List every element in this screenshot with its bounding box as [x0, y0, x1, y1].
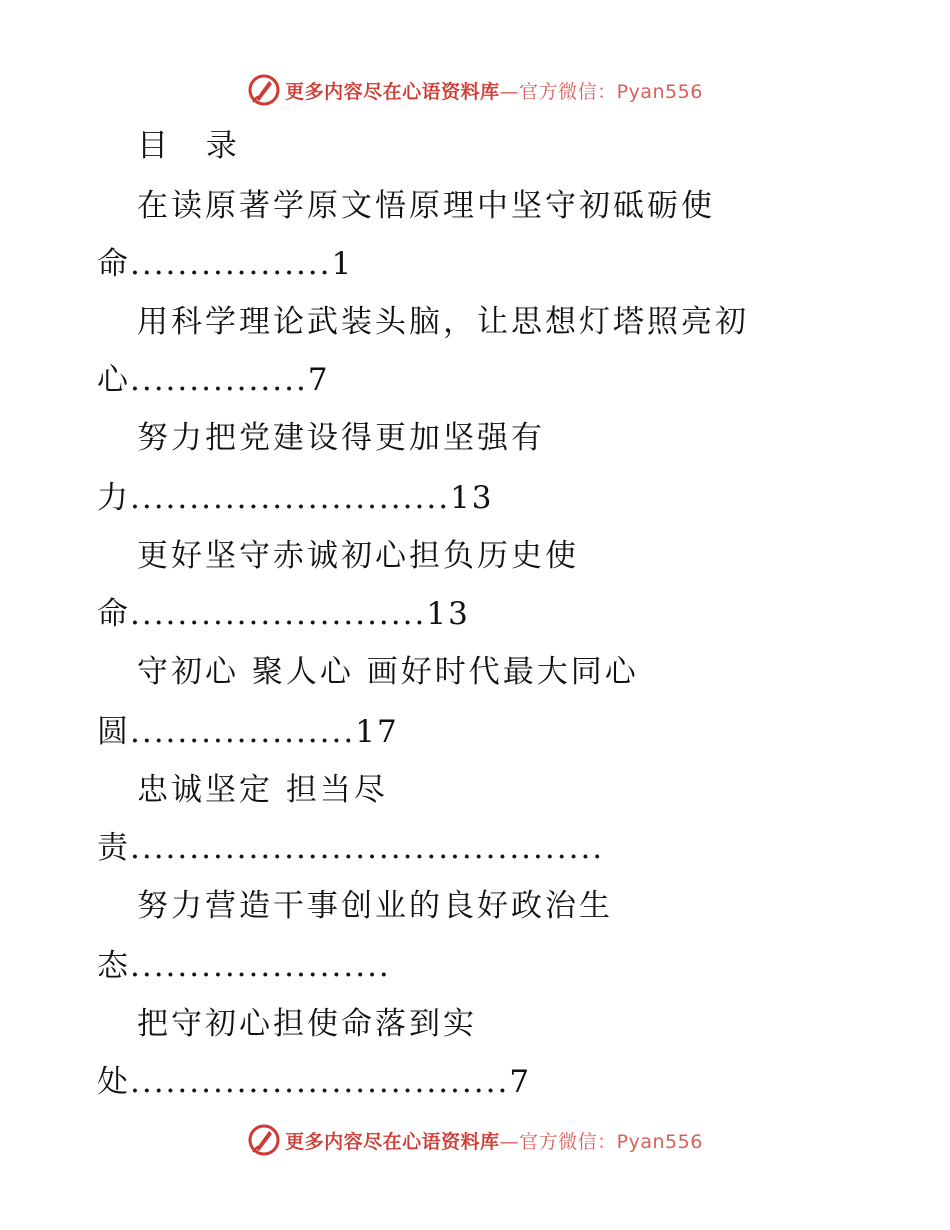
toc-entry-leader[interactable]: 命.................1: [97, 246, 354, 282]
toc-page-number: 7: [307, 362, 330, 398]
header-banner-rest: 官方微信：Pyan556: [519, 80, 703, 103]
toc-dots: ...............: [130, 362, 308, 398]
toc-page-number: 7: [509, 1064, 532, 1100]
toc-page-number: 17: [355, 714, 399, 750]
toc-dots: ...................: [130, 714, 356, 750]
toc-page-number: 13: [426, 596, 470, 632]
toc-entry-leader[interactable]: 圆...................17: [97, 714, 399, 750]
toc-dots: .........................: [130, 596, 427, 632]
quill-logo-icon: [247, 1123, 281, 1157]
toc-page-number: 13: [450, 480, 494, 516]
toc-dots: ................................: [130, 1064, 510, 1100]
toc-entry-leader[interactable]: 责........................................: [97, 830, 605, 866]
toc-dots: ...........................: [130, 480, 451, 516]
toc-entry-title[interactable]: 更好坚守赤诚初心担负历史使: [137, 538, 579, 574]
toc-entry-leader[interactable]: 心...............7: [97, 362, 330, 398]
footer-banner-main: 更多内容尽在心语资料库: [285, 1130, 500, 1153]
toc-entry-leader[interactable]: 态......................: [97, 948, 391, 984]
toc-entry-title[interactable]: 在读原著学原文悟原理中坚守初砥砺使: [137, 188, 715, 224]
toc-entry-title[interactable]: 把守初心担使命落到实: [137, 1006, 477, 1042]
header-banner-main: 更多内容尽在心语资料库: [285, 80, 500, 103]
toc-entry-title[interactable]: 用科学理论武装头脑，让思想灯塔照亮初: [137, 304, 749, 340]
footer-banner-sep: —: [499, 1130, 520, 1153]
toc-entry-title[interactable]: 守初心 聚人心 画好时代最大同心: [137, 654, 639, 690]
toc-entry-leader[interactable]: 处................................7: [97, 1064, 532, 1100]
toc-entry-leader[interactable]: 命.........................13: [97, 596, 470, 632]
toc-page-number: 1: [331, 246, 354, 282]
toc-title: 目 录: [137, 128, 251, 164]
toc-entry-title[interactable]: 努力把党建设得更加坚强有: [137, 420, 545, 456]
toc-dots: ......................: [130, 948, 391, 984]
toc-entry-title[interactable]: 努力营造干事创业的良好政治生: [137, 888, 613, 924]
toc-entry-title[interactable]: 忠诚坚定 担当尽: [137, 772, 388, 808]
header-banner-sep: —: [499, 80, 520, 103]
toc-dots: .................: [130, 246, 332, 282]
footer-banner-rest: 官方微信：Pyan556: [519, 1130, 703, 1153]
footer-banner: [0, 1120, 950, 1160]
toc-dots: ........................................: [130, 830, 605, 866]
toc-entry-leader[interactable]: 力...........................13: [97, 480, 494, 516]
